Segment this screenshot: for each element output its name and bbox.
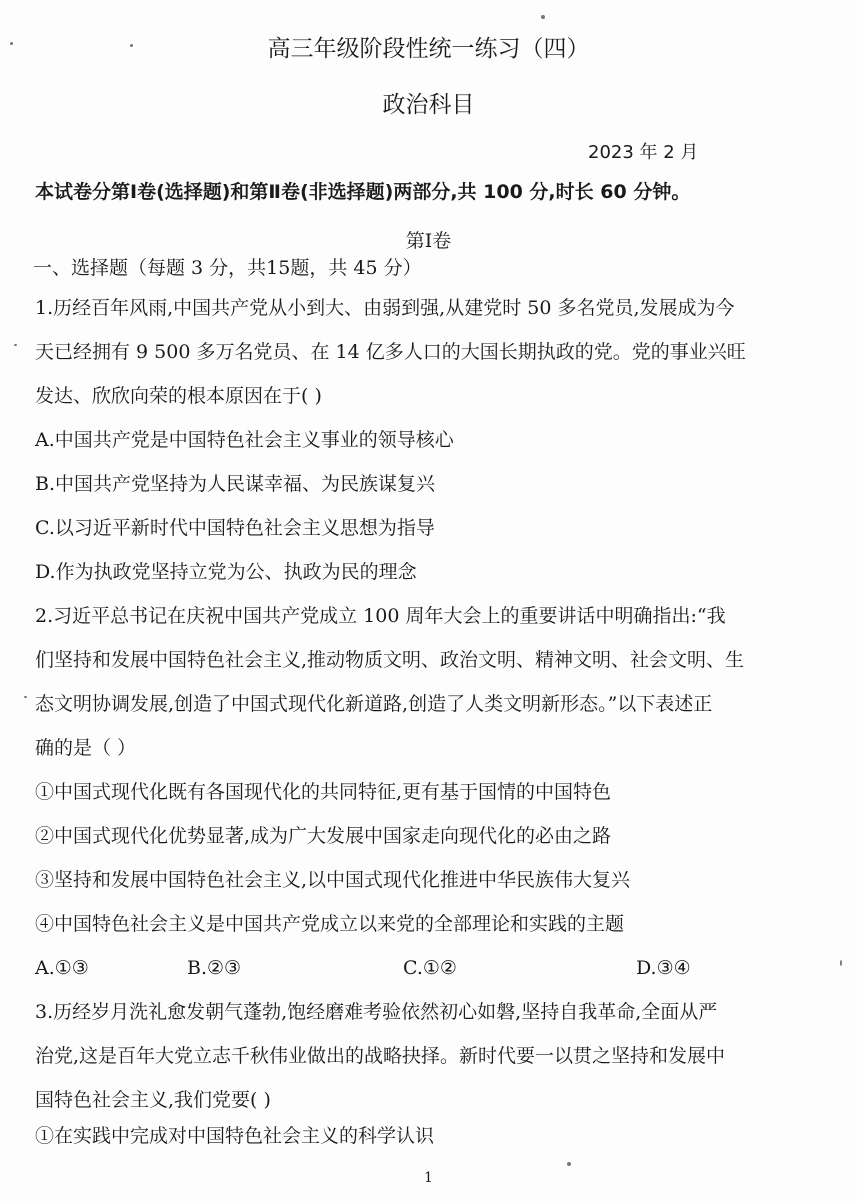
question-3-statement-1: ①在实践中完成对中国特色社会主义的科学认识 xyxy=(35,1125,435,1147)
question-1-option-d: D.作为执政党坚持立党为公、执政为民的理念 xyxy=(35,561,417,583)
question-1-option-a: A.中国共产党是中国特色社会主义事业的领导核心 xyxy=(35,429,454,451)
exam-date: 2023 年 2 月 xyxy=(588,142,699,163)
question-1-line-3: 发达、欣欣向荣的根本原因在于( ) xyxy=(35,385,322,407)
scan-speck xyxy=(130,44,133,47)
question-2-statement-4: ④中国特色社会主义是中国共产党成立以来党的全部理论和实践的主题 xyxy=(35,913,625,935)
exam-instructions: 本试卷分第Ⅰ卷(选择题)和第Ⅱ卷(非选择题)两部分,共 100 分,时长 60 分钟。 xyxy=(35,181,691,203)
question-2-choice-d: D.③④ xyxy=(636,957,691,979)
question-2-line-2: 们坚持和发展中国特色社会主义,推动物质文明、政治文明、精神文明、社会文明、生 xyxy=(35,649,745,671)
question-2-line-3: 态文明协调发展,创造了中国式现代化新道路,创造了人类文明新形态。”以下表述正 xyxy=(35,693,713,715)
question-2-choice-c: C.①② xyxy=(403,957,457,979)
question-1-option-b: B.中国共产党坚持为人民谋幸福、为民族谋复兴 xyxy=(35,473,436,495)
page-number: 1 xyxy=(424,1170,433,1186)
question-1-option-c: C.以习近平新时代中国特色社会主义思想为指导 xyxy=(35,517,435,539)
scan-speck xyxy=(541,15,545,19)
question-3-line-1: 3.历经岁月洗礼愈发朝气蓬勃,饱经磨难考验依然初心如磐,坚持自我革命,全面从严 xyxy=(35,1001,718,1023)
scan-speck xyxy=(24,696,27,698)
question-2-statement-3: ③坚持和发展中国特色社会主义,以中国式现代化推进中华民族伟大复兴 xyxy=(35,869,631,891)
question-2-choice-a: A.①③ xyxy=(35,957,89,979)
subject-title: 政治科目 xyxy=(382,92,475,118)
question-3-line-3: 国特色社会主义,我们党要( ) xyxy=(35,1089,271,1111)
question-2-statement-1: ①中国式现代化既有各国现代化的共同特征,更有基于国情的中国特色 xyxy=(35,781,612,803)
question-1-line-2: 天已经拥有 9 500 多万名党员、在 14 亿多人口的大国长期执政的党。党的事业兴旺 xyxy=(35,341,746,363)
scan-speck xyxy=(14,344,17,346)
question-2-line-1: 2.习近平总书记在庆祝中国共产党成立 100 周年大会上的重要讲话中明确指出:“我 xyxy=(35,605,726,627)
section-title: 第Ⅰ卷 xyxy=(405,230,452,252)
question-2-choice-b: B.②③ xyxy=(187,957,242,979)
question-2-line-4: 确的是（ ） xyxy=(35,737,137,759)
scan-speck xyxy=(10,42,13,45)
scan-speck xyxy=(567,1162,571,1166)
question-1-line-1: 1.历经百年风雨,中国共产党从小到大、由弱到强,从建党时 50 多名党员,发展成为今 xyxy=(35,297,735,319)
exam-main-title: 高三年级阶段性统一练习（四） xyxy=(267,36,590,62)
scan-speck xyxy=(840,960,842,966)
part-heading: 一、选择题（每题 3 分，共15题，共 45 分） xyxy=(33,257,422,279)
question-2-statement-2: ②中国式现代化优势显著,成为广大发展中国家走向现代化的必由之路 xyxy=(35,825,612,847)
question-3-line-2: 治党,这是百年大党立志千秋伟业做出的战略抉择。新时代要一以贯之坚持和发展中 xyxy=(35,1045,726,1067)
